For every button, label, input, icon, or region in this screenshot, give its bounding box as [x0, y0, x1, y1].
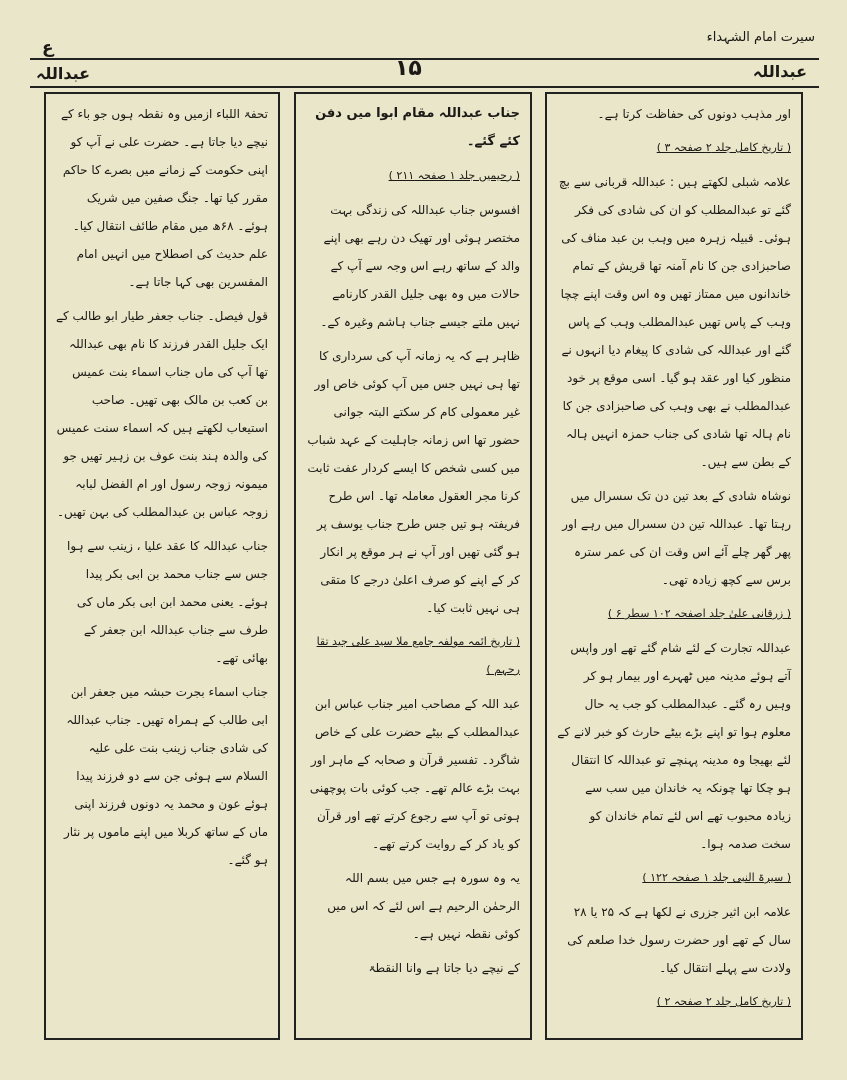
corner-mark: ع [42, 38, 54, 58]
closing-line: کے نیچے دیا جاتا ہے وانا النقطۃ [368, 961, 520, 975]
column-center [294, 92, 532, 1040]
paragraph: ظاہر ہے کہ یہ زمانہ آپ کی سرداری کا تھا ہی نہیں جس میں آپ کوئی خاص اور غیر معمولی کام کر سکتے البتہ جوانی حضور تھا اس زمانہ جاہلیت کے عہد شباب میں کسی شخص کا ایسے کردار عفت ثابت کرنا مجر العقول معاملہ تھا۔ اس طرح فریفتہ ہو تیں جس طرح جناب یوسف پر ہو گئی تھیں اور آپ نے ہر موقع پر انکار کر کے اپنے کو صرف اعلیٰ درجے کا متقی ہی نہیں ثابت کیا۔ [307, 349, 520, 615]
paragraph: جناب عبداللہ مقام ابوا میں دفن کئے گئے۔ [315, 106, 520, 149]
column-left [44, 92, 280, 1040]
book-title: سیرت امام الشہداء [706, 30, 815, 45]
citation: ( تاریخ کامل جلد ۲ صفحہ ۳ ) [656, 141, 791, 154]
running-title-right: عبداللہ [752, 62, 807, 81]
citation: ( سیرۃ النبی جلد ۱ صفحہ ۱۲۲ ) [642, 871, 791, 884]
citation: ( تاریخ ائمہ مولفہ جامع ملا سید علی جید تقا رحہم ) [316, 635, 520, 676]
citation: ( رحیمیں جلد ۱ صفحہ ۲۱۱ ) [388, 169, 520, 182]
citation: ( تاریخ کامل جلد ۲ صفحہ ۲ ) [656, 995, 791, 1008]
paragraph: جناب اسماء بجرت حبشہ میں جعفر ابن ابی طالب کے ہمراہ تھیں۔ جناب عبداللہ کی شادی جناب زینب بنت علی علیہ السلام سے ہوئی جن سے دو فرزند پیدا ہوئے عون و محمد یہ دونوں فرزند اپنی ماں کے ساتھ کربلا میں اپنے ماموں پر نثار ہو گئے۔ [63, 685, 268, 867]
paragraph: یہ وہ سورہ ہے جس میں بسم اللہ الرحمٰن الرحیم ہے اس لئے کہ اس میں کوئی نقطہ نہیں ہے۔ [327, 871, 520, 941]
paragraph: علامہ ابن اثیر جزری نے لکھا ہے کہ ۲۵ یا ۲۸ سال کے تھے اور حضرت رسول خدا صلعم کی ولادت سے پہلے انتقال کیا۔ [567, 905, 791, 975]
paragraph: افسوس جناب عبداللہ کی زندگی بہت مختصر ہوئی اور تھیک دن رہے بھی اپنے والد کے ساتھ رہے اس وجہ سے آپ کے حالات میں وہ بھی جلیل القدر کارنامے نہیں ملتے جیسے جناب ہاشم وغیرہ کے۔ [320, 203, 520, 329]
paragraph: نوشاہ شادی کے بعد تین دن تک سسرال میں رہتا تھا۔ عبداللہ تین دن سسرال میں رہے اور پھر گھر چلے آئے اس وقت ان کی عمر سترہ برس سے کچھ زیادہ تھی۔ [562, 489, 791, 587]
paragraph: جناب عبداللہ کا عقد علیا ، زینب سے ہوا جس سے جناب محمد بن ابی بکر پیدا ہوئے۔ یعنی محمد ابن ابی بکر ماں کی طرف سے جناب عبداللہ ابن جعفر کے بھائی تھے۔ [67, 539, 268, 665]
header-rule-bottom [30, 86, 819, 88]
paragraph: عبداللہ تجارت کے لئے شام گئے تھے اور واپس آتے ہوئے مدینہ میں ٹھہرے اور بیمار ہو کر وہیں رہ گئے۔ عبدالمطلب کو جب یہ حال معلوم ہوا تو اپنے بڑے بیٹے حارث کو خبر لانے کے لئے بھیجا وہ مدینہ پہنچے تو عبداللہ کا انتقال ہو چکا تھا چونکہ یہ خاندان میں سب سے زیادہ محبوب تھے اس لئے تمام خاندان کو سخت صدمہ ہوا۔ [557, 641, 791, 851]
paragraph: اور مذہب دونوں کی حفاظت کرتا ہے۔ [597, 107, 791, 121]
page-number: ۱۵ [395, 56, 422, 81]
running-title-left: عبداللہ [36, 64, 91, 83]
paragraph: عبد اللہ کے مصاحب امیر جناب عباس ابن عبدالمطلب کے بیٹے حضرت علی کے خاص شاگرد۔ تفسیر قرآن و صحابہ کے ماہر اور بہت بڑے عالم تھے۔ جب کوئی بات پوچھنی ہوتی تو آپ سے رجوع کرتے تھے اور قرآن کو یاد کر کے روایت کرتے تھے۔ [309, 697, 520, 851]
citation: ( زرقانی علیٰ جلد اصفحہ ۱۰۲ سطر ۶ ) [607, 607, 791, 620]
paragraph: قول فیصل۔ جناب جعفر طیار ابو طالب کے ایک جلیل القدر فرزند کا نام بھی عبداللہ تھا آپ کی ماں جناب اسماء بنت عمیس بن کعب بن مالک بھی تھیں۔ صاحب استیعاب لکھتے ہیں کہ اسماء سنت عمیس کی والدہ ہند بنت عوف بن زہیر تھیں جو میمونہ زوجہ رسول اور ام الفضل لبابہ زوجہ عباس بن عبدالمطلب کی بہن تھیں۔ [55, 309, 268, 519]
paragraph: تحفۃ اللباء ازمیں وہ نقطہ ہوں جو باء کے نیچے دیا جاتا ہے۔ حضرت علی نے آپ کو اپنی حکومت کے زمانے میں بصرے کا حاکم مقرر کیا تھا۔ جنگ صفین میں شریک ہوئے۔ ۶۸ھ میں مقام طائف انتقال کیا۔ علم حدیث کی اصطلاح میں انہیں امام المفسرین بھی کہا جاتا ہے۔ [60, 107, 268, 289]
column-right [545, 92, 803, 1040]
paragraph: علامہ شبلی لکھتے ہیں : عبداللہ قربانی سے بچ گئے تو عبدالمطلب کو ان کی شادی کی فکر ہوئی۔ قبیلہ زہرہ میں وہب بن عبد مناف کی صاحبزادی جن کا نام آمنہ تھا قریش کے تمام خاندانوں میں ممتاز تھیں وہ اس وقت اپنے چچا وہب کے پاس تھیں عبدالمطلب وہب کے پاس گئے اور عبداللہ کی شادی کا پیغام دیا انہوں نے منظور کیا اور عقد ہو گیا۔ اسی موقع پر خود عبدالمطلب نے بھی وہب کی صاحبزادی جن کا نام ہالہ تھا شادی کی جناب حمزہ انہیں ہالہ کے بطن سے ہیں۔ [558, 175, 791, 469]
header-rule-top [30, 58, 819, 60]
